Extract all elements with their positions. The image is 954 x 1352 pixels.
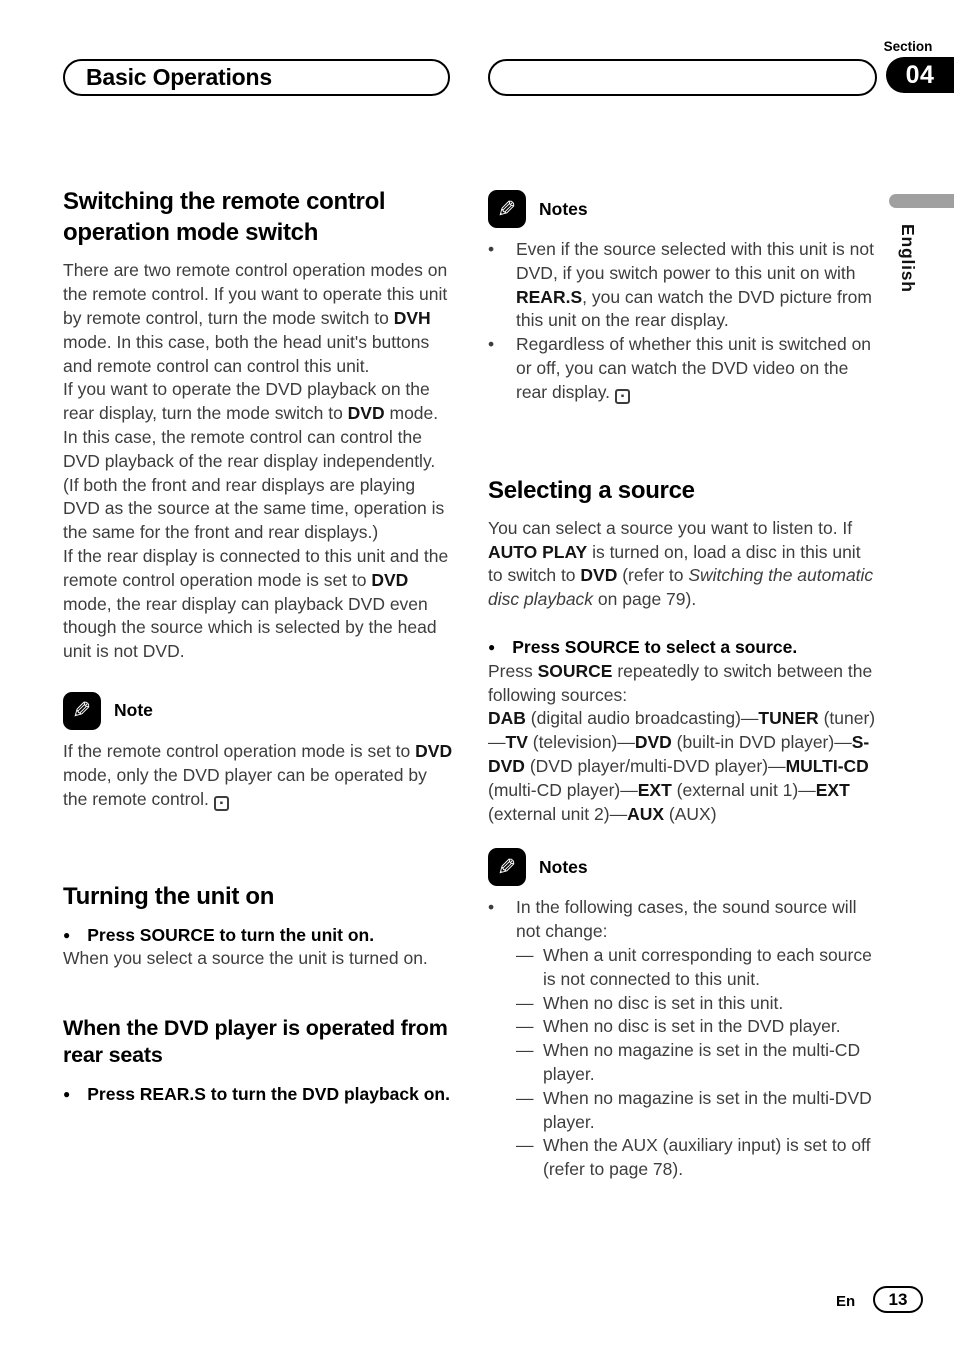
section-label: Section	[883, 39, 933, 54]
note-sub-item	[516, 1015, 878, 1039]
note-pencil-icon: ✎	[63, 692, 101, 730]
note-sub-item	[516, 1039, 878, 1087]
instruction-press-rear-s	[63, 1083, 453, 1107]
note-list-item	[488, 896, 878, 944]
note-pencil-icon: ✎	[488, 848, 526, 886]
page-number-badge	[873, 1286, 923, 1313]
bullet-icon: ●	[63, 927, 71, 942]
dash-icon: —	[516, 1040, 534, 1061]
paragraph: Press SOURCE repeatedly to switch between the following sources:	[488, 660, 873, 705]
paragraph: When you select a source the unit is turned on.	[63, 948, 428, 969]
note-list-item	[488, 333, 878, 404]
note-sub-item	[516, 1087, 878, 1135]
note-list-item-text: Regardless of whether this unit is switched on or off, you can watch the DVD video on the rear display. ▪	[516, 333, 878, 404]
notes-header	[488, 848, 878, 886]
footer-language-abbr: En	[836, 1293, 856, 1310]
paragraph: You can select a source you want to listen to. If AUTO PLAY is turned on, load a disc in this unit to switch to DVD (refer to Switching the automatic disc playback on page 79).	[488, 517, 874, 610]
subheading-dvd-rear-seats: When the DVD player is operated from rear seats	[63, 1016, 448, 1068]
dash-icon: —	[516, 1135, 534, 1156]
page-title: Basic Operations	[86, 64, 272, 90]
paragraph: If the rear display is connected to this unit and the remote control operation mode is set to DVD mode, the rear display can playback DVD even though the source which is selected by the head unit is not DVD.	[63, 545, 449, 662]
note-sub-item-text: When no disc is set in the DVD player.	[543, 1016, 841, 1037]
language-tab-bar	[889, 194, 954, 208]
bullet-icon: ●	[488, 639, 496, 654]
instruction-press-source-select	[488, 636, 878, 660]
notes-label: Notes	[539, 198, 588, 219]
dash-icon: —	[516, 1016, 534, 1037]
heading-switching-remote-mode: Switching the remote control operation mode switch	[63, 188, 386, 247]
dash-icon: —	[516, 1087, 534, 1108]
left-column	[63, 186, 453, 1106]
source-cycle-list: DAB (digital audio broadcasting)—TUNER (tuner)—TV (television)—DVD (built-in DVD player)—S-DVD (DVD player/multi-DVD player)—MULTI-CD (multi-CD player)—EXT (external unit 1)—EXT (external unit 2)—AUX (AUX)	[488, 708, 876, 824]
notes-label: Notes	[539, 856, 588, 877]
note-pencil-icon: ✎	[488, 190, 526, 228]
end-of-section-icon: ▪	[214, 796, 229, 811]
note-sub-item	[516, 992, 878, 1016]
note-text: If the remote control operation mode is set to DVD mode, only the DVD player can be operated by the remote control. ▪	[63, 740, 453, 811]
note-label: Note	[114, 700, 153, 721]
language-label: English	[898, 224, 918, 293]
note-sub-item-text: When no disc is set in this unit.	[543, 992, 784, 1013]
note-list-item-text: In the following cases, the sound source will not change:	[516, 897, 857, 942]
note-sub-item-text: When no magazine is set in the multi-DVD player.	[543, 1087, 872, 1132]
bullet-icon: ●	[63, 1086, 71, 1101]
dash-icon: —	[516, 944, 534, 965]
note-sub-item-text: When the AUX (auxiliary input) is set to off (refer to page 78).	[543, 1135, 871, 1180]
end-of-section-icon: ▪	[615, 389, 630, 404]
section-number: 04	[905, 60, 935, 89]
list-bullet-icon: •	[488, 897, 495, 918]
instruction-text: Press REAR.S to turn the DVD playback on.	[87, 1083, 450, 1104]
dash-icon: —	[516, 992, 534, 1013]
page-number: 13	[888, 1289, 908, 1309]
note-sub-item-text: When no magazine is set in the multi-CD player.	[543, 1040, 861, 1084]
header-blank-tab	[488, 59, 877, 96]
note-list-item-text: Even if the source selected with this unit is not DVD, if you switch power to this unit on with REAR.S, you can watch the DVD picture from this unit on the rear display.	[516, 239, 874, 331]
section-number-badge	[886, 57, 954, 93]
note-sub-item	[516, 1134, 878, 1182]
list-bullet-icon: •	[488, 334, 495, 355]
heading-selecting-source: Selecting a source	[488, 476, 695, 504]
note-list-item	[488, 238, 878, 333]
paragraph: There are two remote control operation modes on the remote control. If you want to operate this unit by remote control, turn the mode switch to DVH mode. In this case, both the head unit's buttons and remote control can control this unit.	[63, 260, 448, 376]
note-sub-item	[516, 944, 878, 992]
note-sub-item-text: When a unit corresponding to each source is not connected to this unit.	[543, 944, 872, 989]
instruction-press-source	[63, 924, 453, 948]
instruction-text: Press SOURCE to select a source.	[512, 636, 798, 657]
note-header	[63, 692, 453, 730]
list-bullet-icon: •	[488, 239, 495, 259]
right-column	[488, 186, 878, 1182]
notes-header	[488, 190, 878, 228]
heading-turning-unit-on: Turning the unit on	[63, 883, 275, 911]
instruction-text: Press SOURCE to turn the unit on.	[87, 924, 375, 945]
paragraph: If you want to operate the DVD playback on the rear display, turn the mode switch to DVD mode. In this case, the remote control can control the DVD playback of the rear display independently. (If both the front and rear displays are playing DVD as the source at the same time, operation is the same for the front and rear displays.)	[63, 379, 445, 543]
page-title-box	[63, 59, 450, 96]
